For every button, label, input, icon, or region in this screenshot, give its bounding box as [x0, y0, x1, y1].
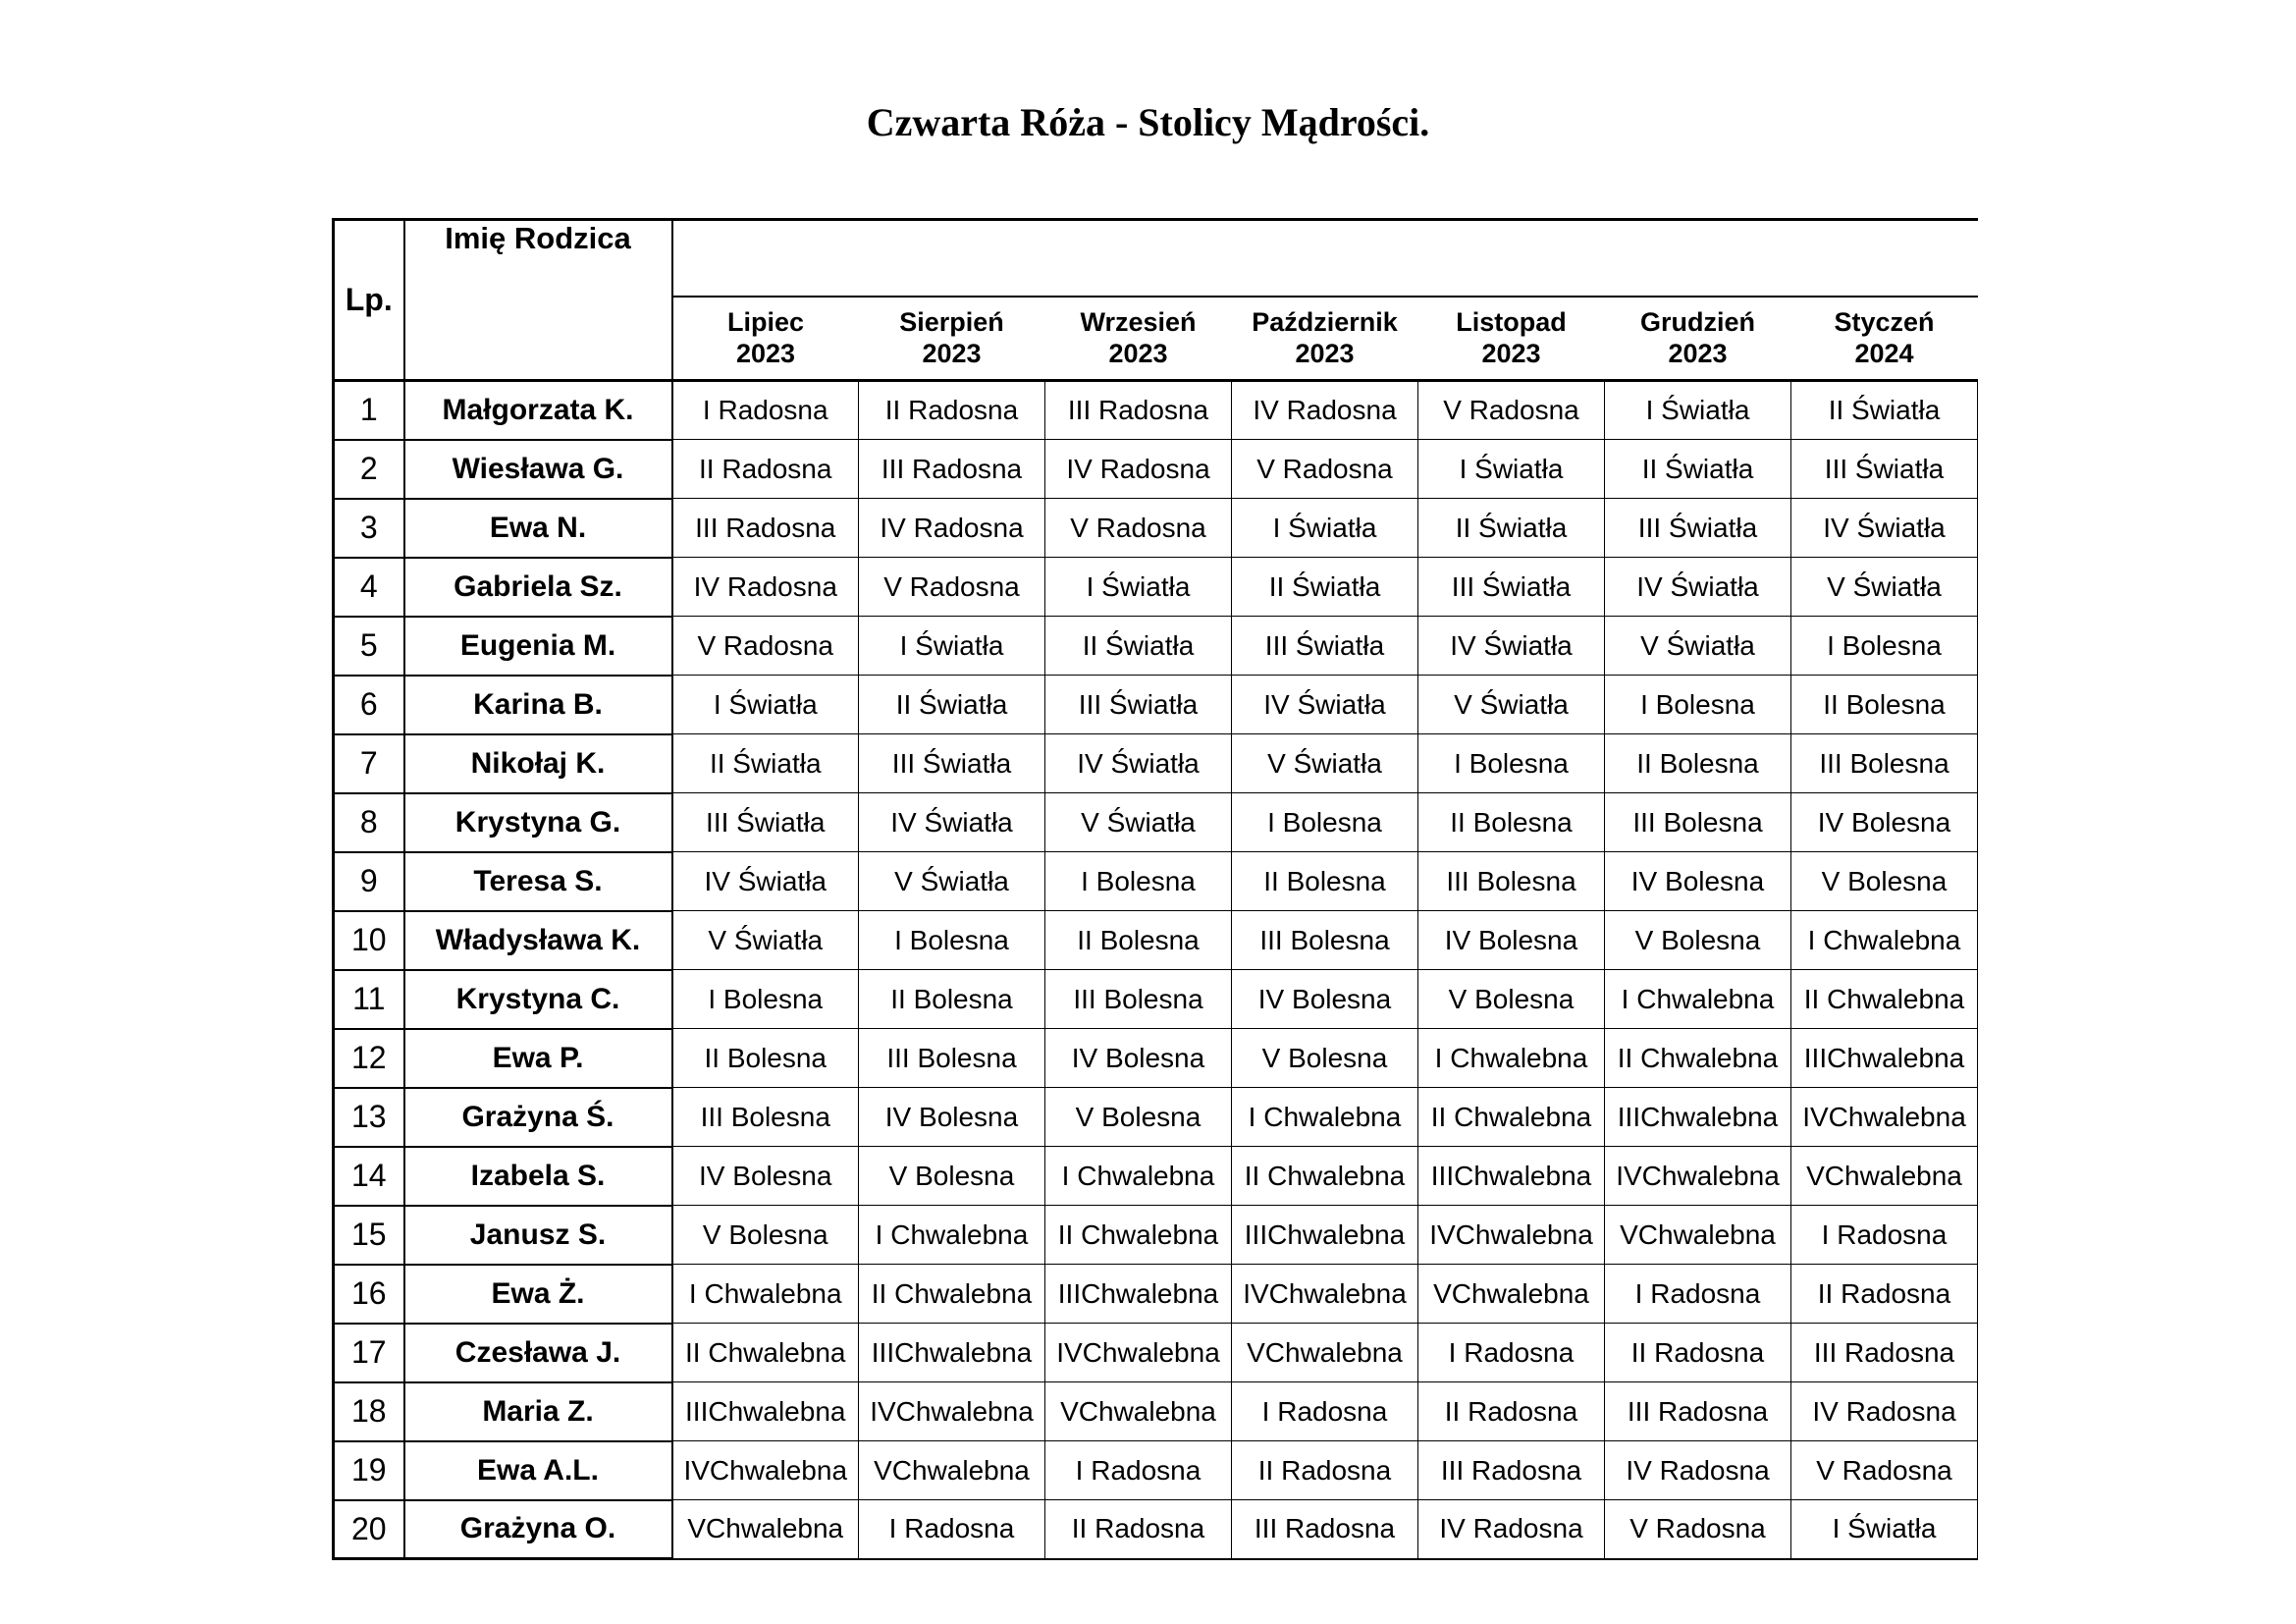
mystery-cell: I Radosna [1045, 1441, 1232, 1500]
mystery-cell: III Bolesna [672, 1088, 859, 1147]
mystery-cell: I Bolesna [1232, 793, 1418, 852]
row-number: 4 [334, 558, 404, 617]
mystery-cell: III Światła [859, 734, 1045, 793]
month-name: Lipiec [726, 307, 805, 338]
mystery-cell: II Bolesna [672, 1029, 859, 1088]
mystery-cell: IV Światła [672, 852, 859, 911]
mystery-cell: IV Światła [1232, 676, 1418, 734]
mystery-cell: VChwalebna [1605, 1206, 1791, 1265]
row-number: 14 [334, 1147, 404, 1206]
mystery-cell: III Światła [1045, 676, 1232, 734]
month-name: Styczeń [1834, 307, 1935, 338]
table-row [334, 734, 1978, 793]
mystery-cell: V Światła [1045, 793, 1232, 852]
mystery-cell: VChwalebna [672, 1500, 859, 1559]
mystery-cell: V Bolesna [1605, 911, 1791, 970]
mystery-cell: II Chwalebna [672, 1324, 859, 1382]
mystery-cell: I Bolesna [672, 970, 859, 1029]
parent-name: Karina B. [404, 676, 672, 734]
month-name: Sierpień [899, 307, 1004, 338]
parent-name: Janusz S. [404, 1206, 672, 1265]
mystery-cell: IV Światła [859, 793, 1045, 852]
parent-name: Krystyna G. [404, 793, 672, 852]
mystery-cell: IVChwalebna [1605, 1147, 1791, 1206]
mystery-cell: V Bolesna [672, 1206, 859, 1265]
mystery-cell: II Radosna [1791, 1265, 1978, 1324]
mystery-cell: IVChwalebna [1045, 1324, 1232, 1382]
row-number: 11 [334, 970, 404, 1029]
mystery-cell: IVChwalebna [1232, 1265, 1418, 1324]
table-row [334, 1500, 1978, 1559]
mystery-cell: II Radosna [1418, 1382, 1605, 1441]
month-name: Wrzesień [1080, 307, 1197, 338]
mystery-cell: II Bolesna [1605, 734, 1791, 793]
mystery-cell: III Radosna [1791, 1324, 1978, 1382]
mystery-cell: V Światła [1232, 734, 1418, 793]
mystery-cell: II Bolesna [1232, 852, 1418, 911]
mystery-cell: V Radosna [859, 558, 1045, 617]
parent-name: Gabriela Sz. [404, 558, 672, 617]
month-year: 2023 [1668, 339, 1728, 369]
mystery-cell: I Chwalebna [859, 1206, 1045, 1265]
mystery-cell: I Chwalebna [1045, 1147, 1232, 1206]
header-lp: Lp. [334, 220, 404, 381]
mystery-cell: III Radosna [1418, 1441, 1605, 1500]
mystery-cell: II Bolesna [1418, 793, 1605, 852]
parent-name: Czesława J. [404, 1324, 672, 1382]
mystery-cell: II Światła [1418, 499, 1605, 558]
mystery-cell: IVChwalebna [859, 1382, 1045, 1441]
row-number: 20 [334, 1500, 404, 1559]
mystery-cell: I Radosna [859, 1500, 1045, 1559]
mystery-cell: III Bolesna [859, 1029, 1045, 1088]
mystery-cell: V Bolesna [1045, 1088, 1232, 1147]
mystery-cell: V Światła [672, 911, 859, 970]
parent-name: Teresa S. [404, 852, 672, 911]
parent-name: Ewa P. [404, 1029, 672, 1088]
mystery-cell: II Radosna [1605, 1324, 1791, 1382]
table-row [334, 1441, 1978, 1500]
parent-name: Ewa A.L. [404, 1441, 672, 1500]
mystery-cell: V Bolesna [1232, 1029, 1418, 1088]
table-row [334, 617, 1978, 676]
row-number: 13 [334, 1088, 404, 1147]
mystery-cell: V Bolesna [859, 1147, 1045, 1206]
mystery-cell: IV Bolesna [1605, 852, 1791, 911]
mystery-cell: II Światła [672, 734, 859, 793]
table-row [334, 793, 1978, 852]
mystery-cell: IIIChwalebna [672, 1382, 859, 1441]
month-name: Październik [1252, 307, 1398, 338]
mystery-cell: III Bolesna [1418, 852, 1605, 911]
parent-name: Grażyna Ś. [404, 1088, 672, 1147]
month-year: 2024 [1854, 339, 1914, 369]
mystery-cell: VChwalebna [1232, 1324, 1418, 1382]
mystery-cell: IVChwalebna [1418, 1206, 1605, 1265]
mystery-cell: I Radosna [672, 381, 859, 440]
parent-name: Krystyna C. [404, 970, 672, 1029]
mystery-cell: IV Bolesna [1791, 793, 1978, 852]
mystery-cell: IV Radosna [1418, 1500, 1605, 1559]
parent-name: Władysława K. [404, 911, 672, 970]
mystery-cell: V Radosna [1232, 440, 1418, 499]
header-months-band [672, 220, 1978, 297]
mystery-cell: IV Radosna [672, 558, 859, 617]
mystery-cell: II Bolesna [1791, 676, 1978, 734]
mystery-cell: III Światła [1232, 617, 1418, 676]
mystery-cell: I Bolesna [1418, 734, 1605, 793]
mystery-cell: I Światła [672, 676, 859, 734]
mystery-cell: III Światła [1418, 558, 1605, 617]
mystery-cell: I Radosna [1791, 1206, 1978, 1265]
parent-name: Eugenia M. [404, 617, 672, 676]
mystery-cell: IIIChwalebna [1791, 1029, 1978, 1088]
mystery-cell: II Światła [1605, 440, 1791, 499]
mystery-cell: I Chwalebna [1232, 1088, 1418, 1147]
table-row [334, 381, 1978, 440]
row-number: 6 [334, 676, 404, 734]
parent-name: Maria Z. [404, 1382, 672, 1441]
row-number: 15 [334, 1206, 404, 1265]
month-name: Listopad [1456, 307, 1567, 338]
row-number: 16 [334, 1265, 404, 1324]
mystery-cell: V Światła [1418, 676, 1605, 734]
mystery-cell: II Bolesna [1045, 911, 1232, 970]
header-month [1232, 297, 1418, 381]
mystery-cell: IIIChwalebna [1232, 1206, 1418, 1265]
mystery-cell: III Światła [1605, 499, 1791, 558]
mystery-cell: IV Światła [1045, 734, 1232, 793]
mystery-cell: V Radosna [672, 617, 859, 676]
table-row [334, 558, 1978, 617]
mystery-cell: V Światła [1605, 617, 1791, 676]
mystery-cell: II Chwalebna [1605, 1029, 1791, 1088]
parent-name: Małgorzata K. [404, 381, 672, 440]
mystery-cell: V Radosna [1045, 499, 1232, 558]
mystery-cell: III Radosna [1045, 381, 1232, 440]
mystery-cell: V Radosna [1605, 1500, 1791, 1559]
mystery-cell: II Światła [859, 676, 1045, 734]
mystery-cell: I Światła [1045, 558, 1232, 617]
mystery-cell: IV Radosna [1045, 440, 1232, 499]
mystery-cell: III Bolesna [1791, 734, 1978, 793]
mystery-cell: IIIChwalebna [1418, 1147, 1605, 1206]
row-number: 18 [334, 1382, 404, 1441]
mystery-cell: III Radosna [1232, 1500, 1418, 1559]
mystery-cell: I Światła [859, 617, 1045, 676]
mystery-cell: II Chwalebna [1232, 1147, 1418, 1206]
parent-name: Grażyna O. [404, 1500, 672, 1559]
table-row [334, 1029, 1978, 1088]
mystery-cell: II Chwalebna [1045, 1206, 1232, 1265]
mystery-cell: I Radosna [1605, 1265, 1791, 1324]
mystery-cell: I Chwalebna [1418, 1029, 1605, 1088]
row-number: 1 [334, 381, 404, 440]
mystery-cell: II Bolesna [859, 970, 1045, 1029]
table-row [334, 1088, 1978, 1147]
mystery-cell: I Bolesna [859, 911, 1045, 970]
mystery-cell: II Radosna [1045, 1500, 1232, 1559]
mystery-cell: II Chwalebna [859, 1265, 1045, 1324]
mystery-cell: II Chwalebna [1418, 1088, 1605, 1147]
table-row [334, 676, 1978, 734]
row-number: 3 [334, 499, 404, 558]
month-year: 2023 [735, 339, 796, 369]
mystery-cell: I Chwalebna [1605, 970, 1791, 1029]
mystery-cell: I Bolesna [1045, 852, 1232, 911]
mystery-cell: IV Światła [1791, 499, 1978, 558]
mystery-cell: VChwalebna [1045, 1382, 1232, 1441]
mystery-cell: II Chwalebna [1791, 970, 1978, 1029]
mystery-cell: IV Bolesna [859, 1088, 1045, 1147]
mystery-cell: IIIChwalebna [859, 1324, 1045, 1382]
mystery-cell: IV Bolesna [1045, 1029, 1232, 1088]
mystery-cell: IV Radosna [859, 499, 1045, 558]
mystery-cell: VChwalebna [859, 1441, 1045, 1500]
month-year: 2023 [1295, 339, 1355, 369]
mystery-cell: VChwalebna [1791, 1147, 1978, 1206]
mystery-cell: IV Światła [1418, 617, 1605, 676]
mystery-cell: IV Bolesna [1232, 970, 1418, 1029]
month-year: 2023 [1108, 339, 1168, 369]
mystery-cell: I Światła [1418, 440, 1605, 499]
table-row [334, 1206, 1978, 1265]
row-number: 5 [334, 617, 404, 676]
row-number: 7 [334, 734, 404, 793]
mystery-cell: V Bolesna [1418, 970, 1605, 1029]
mystery-cell: IV Światła [1605, 558, 1791, 617]
row-number: 19 [334, 1441, 404, 1500]
mystery-cell: I Radosna [1232, 1382, 1418, 1441]
mystery-cell: I Światła [1791, 1500, 1978, 1559]
row-number: 2 [334, 440, 404, 499]
table-row [334, 852, 1978, 911]
row-number: 12 [334, 1029, 404, 1088]
header-month [1045, 297, 1232, 381]
table-row [334, 1382, 1978, 1441]
mystery-cell: IVChwalebna [672, 1441, 859, 1500]
mystery-cell: IV Bolesna [1418, 911, 1605, 970]
table-body [334, 381, 1978, 1559]
table-row [334, 1265, 1978, 1324]
table-row [334, 499, 1978, 558]
mystery-cell: V Radosna [1418, 381, 1605, 440]
mystery-cell: V Światła [1791, 558, 1978, 617]
mystery-cell: II Światła [1045, 617, 1232, 676]
table-row [334, 440, 1978, 499]
mystery-cell: III Światła [1791, 440, 1978, 499]
mystery-cell: III Radosna [1605, 1382, 1791, 1441]
header-month [1605, 297, 1791, 381]
month-name: Grudzień [1639, 307, 1755, 338]
mystery-cell: I Chwalebna [672, 1265, 859, 1324]
mystery-cell: I Bolesna [1791, 617, 1978, 676]
mystery-cell: VChwalebna [1418, 1265, 1605, 1324]
mystery-cell: III Światła [672, 793, 859, 852]
table-row [334, 1147, 1978, 1206]
mystery-cell: V Bolesna [1791, 852, 1978, 911]
mystery-cell: III Radosna [859, 440, 1045, 499]
mystery-cell: III Bolesna [1232, 911, 1418, 970]
month-year: 2023 [1481, 339, 1541, 369]
mystery-cell: II Radosna [1232, 1441, 1418, 1500]
parent-name: Izabela S. [404, 1147, 672, 1206]
mystery-cell: IV Radosna [1605, 1441, 1791, 1500]
mystery-cell: II Światła [1791, 381, 1978, 440]
mystery-cell: V Światła [859, 852, 1045, 911]
mystery-cell: III Bolesna [1045, 970, 1232, 1029]
mystery-cell: IV Radosna [1791, 1382, 1978, 1441]
mystery-cell: IV Radosna [1232, 381, 1418, 440]
header-month [1418, 297, 1605, 381]
table-row [334, 911, 1978, 970]
mystery-cell: I Światła [1605, 381, 1791, 440]
header-parent-name: Imię Rodzica [404, 220, 672, 381]
mystery-cell: IVChwalebna [1791, 1088, 1978, 1147]
mystery-cell: II Radosna [672, 440, 859, 499]
mystery-cell: I Chwalebna [1791, 911, 1978, 970]
row-number: 9 [334, 852, 404, 911]
header-month [672, 297, 859, 381]
mystery-cell: I Radosna [1418, 1324, 1605, 1382]
rosary-schedule-table [332, 218, 1978, 1560]
row-number: 10 [334, 911, 404, 970]
page-title: Czwarta Róża - Stolicy Mądrości. [866, 100, 1430, 144]
mystery-cell: III Radosna [672, 499, 859, 558]
month-year: 2023 [922, 339, 982, 369]
header-month [859, 297, 1045, 381]
row-number: 17 [334, 1324, 404, 1382]
mystery-cell: I Światła [1232, 499, 1418, 558]
mystery-cell: V Radosna [1791, 1441, 1978, 1500]
mystery-cell: II Radosna [859, 381, 1045, 440]
table-row [334, 970, 1978, 1029]
parent-name: Wiesława G. [404, 440, 672, 499]
parent-name: Ewa Ż. [404, 1265, 672, 1324]
mystery-cell: IIIChwalebna [1605, 1088, 1791, 1147]
mystery-cell: IIIChwalebna [1045, 1265, 1232, 1324]
mystery-cell: II Światła [1232, 558, 1418, 617]
parent-name: Ewa N. [404, 499, 672, 558]
mystery-cell: IV Bolesna [672, 1147, 859, 1206]
row-number: 8 [334, 793, 404, 852]
table-header [334, 220, 1978, 381]
mystery-cell: I Bolesna [1605, 676, 1791, 734]
parent-name: Nikołaj K. [404, 734, 672, 793]
header-month [1791, 297, 1978, 381]
table-row [334, 1324, 1978, 1382]
mystery-cell: III Bolesna [1605, 793, 1791, 852]
